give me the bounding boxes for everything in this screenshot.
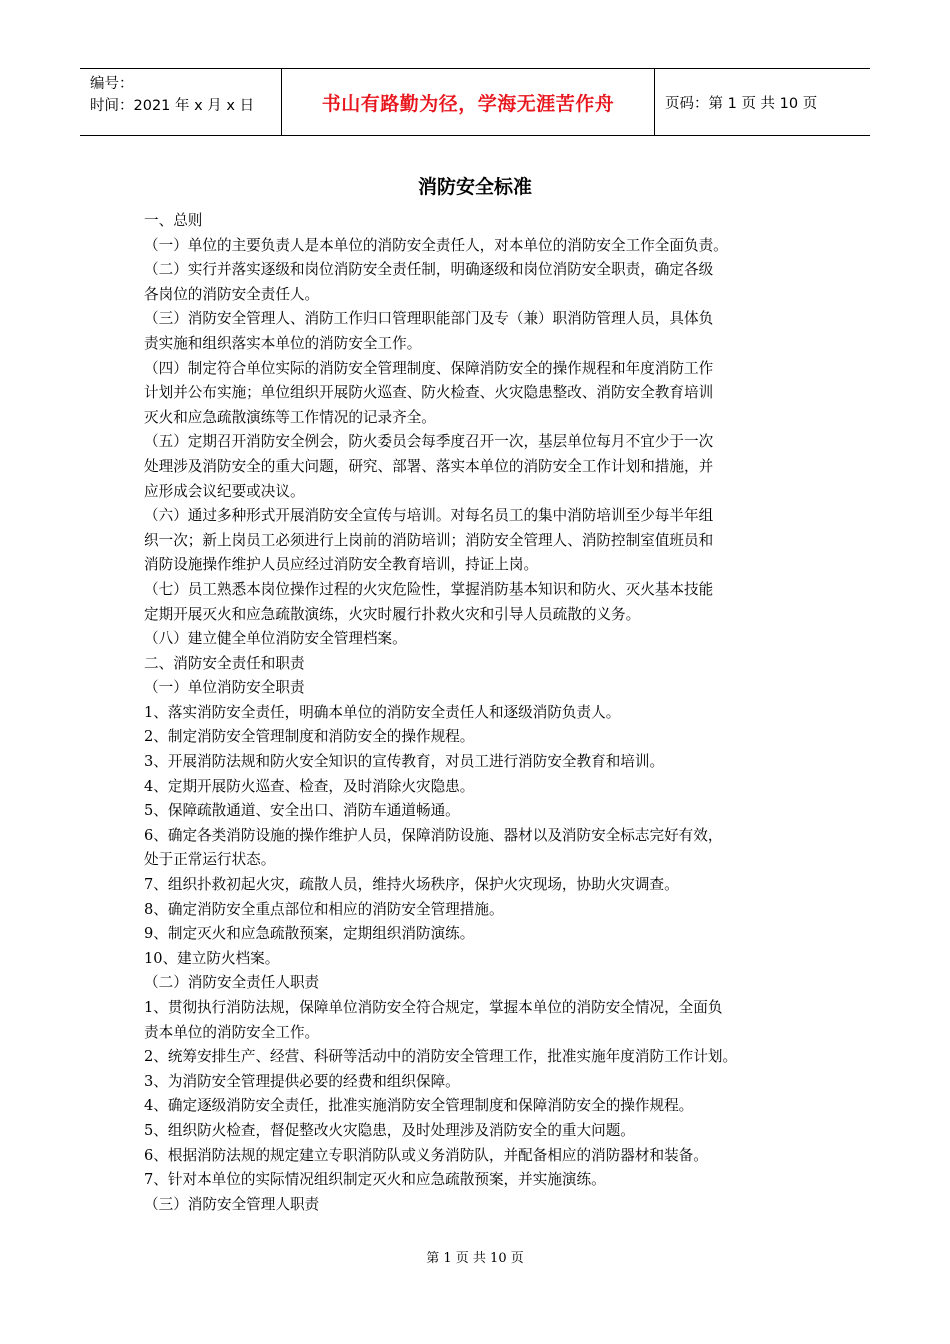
text-line: 7、组织扑救初起火灾，疏散人员，维持火场秩序，保护火灾现场，协助火灾调查。 bbox=[144, 876, 679, 894]
document-body bbox=[144, 209, 834, 1217]
text-line: （三）消防安全管理人职责 bbox=[144, 1195, 320, 1213]
text-line: 10、建立防火档案。 bbox=[144, 949, 280, 967]
document-number-label: 编号： bbox=[90, 76, 134, 92]
text-line: （三）消防安全管理人、消防工作归口管理职能部门及专（兼）职消防管理人员，具体负 bbox=[144, 310, 714, 328]
text-line: 二、消防安全责任和职责 bbox=[144, 654, 305, 672]
text-line: 应形成会议纪要或决议。 bbox=[144, 482, 305, 500]
text-line: 1、贯彻执行消防法规，保障单位消防安全符合规定，掌握本单位的消防安全情况，全面负 bbox=[144, 999, 723, 1016]
text-line: （一）单位消防安全职责 bbox=[144, 679, 305, 697]
text-line: 3、开展消防法规和防火安全知识的宣传教育，对员工进行消防安全教育和培训。 bbox=[144, 753, 665, 771]
text-line: 织一次；新上岗员工必须进行上岗前的消防培训；消防安全管理人、消防控制室值班员和 bbox=[144, 531, 714, 549]
text-line: 5、组织防火检查，督促整改火灾隐患，及时处理涉及消防安全的重大问题。 bbox=[144, 1121, 635, 1139]
text-line: 6、根据消防法规的规定建立专职消防队或义务消防队，并配备相应的消防器材和装备。 bbox=[144, 1146, 708, 1164]
text-line: （六）通过多种形式开展消防安全宣传与培训。对每名员工的集中消防培训至少每半年组 bbox=[144, 507, 714, 525]
text-line: 3、为消防安全管理提供必要的经费和组织保障。 bbox=[144, 1072, 460, 1090]
text-line: 处理涉及消防安全的重大问题，研究、部署、落实本单位的消防安全工作计划和措施，并 bbox=[144, 457, 714, 475]
text-line: 6、确定各类消防设施的操作维护人员，保障消防设施、器材以及消防安全标志完好有效， bbox=[144, 826, 723, 844]
header-meta-cell bbox=[80, 69, 281, 135]
text-line: （二）消防安全责任人职责 bbox=[144, 974, 320, 992]
text-line: 2、制定消防安全管理制度和消防安全的操作规程。 bbox=[144, 728, 475, 746]
text-line: 8、确定消防安全重点部位和相应的消防安全管理措施。 bbox=[144, 900, 504, 918]
header-table bbox=[80, 68, 870, 136]
text-line: 4、确定逐级消防安全责任，批准实施消防安全管理制度和保障消防安全的操作规程。 bbox=[144, 1097, 694, 1115]
text-line: 各岗位的消防安全责任人。 bbox=[144, 285, 320, 303]
page-footer: 第 1 页 共 10 页 bbox=[426, 1251, 524, 1266]
text-line: （五）定期召开消防安全例会，防火委员会每季度召开一次，基层单位每月不宜少于一次 bbox=[144, 433, 714, 451]
header-motto: 书山有路勤为径，学海无涯苦作舟 bbox=[321, 92, 615, 115]
text-line: 2、统筹安排生产、经营、科研等活动中的消防安全管理工作，批准实施年度消防工作计划。 bbox=[144, 1048, 738, 1066]
text-line: （四）制定符合单位实际的消防安全管理制度、保障消防安全的操作规程和年度消防工作 bbox=[144, 359, 714, 377]
header-motto-cell bbox=[281, 69, 655, 135]
text-line: 5、保障疏散通道、安全出口、消防车通道畅通。 bbox=[144, 802, 460, 820]
text-line: 消防设施操作维护人员应经过消防安全教育培训，持证上岗。 bbox=[144, 556, 539, 574]
text-line: 灭火和应急疏散演练等工作情况的记录齐全。 bbox=[144, 408, 436, 426]
text-line: （八）建立健全单位消防安全管理档案。 bbox=[144, 630, 407, 648]
text-line: （二）实行并落实逐级和岗位消防安全责任制，明确逐级和岗位消防安全职责，确定各级 bbox=[144, 261, 714, 279]
text-line: 7、针对本单位的实际情况组织制定灭火和应急疏散预案，并实施演练。 bbox=[144, 1171, 606, 1189]
text-line: （七）员工熟悉本岗位操作过程的火灾危险性，掌握消防基本知识和防火、灭火基本技能 bbox=[144, 580, 714, 598]
text-line: 4、定期开展防火巡查、检查，及时消除火灾隐患。 bbox=[144, 777, 475, 795]
text-line: 计划并公布实施；单位组织开展防火巡查、防火检查、火灾隐患整改、消防安全教育培训 bbox=[144, 384, 714, 402]
text-line: （一）单位的主要负责人是本单位的消防安全责任人，对本单位的消防安全工作全面负责。 bbox=[144, 236, 728, 254]
text-line: 一、总则 bbox=[144, 212, 203, 229]
text-line: 定期开展灭火和应急疏散演练，火灾时履行扑救火灾和引导人员疏散的义务。 bbox=[144, 605, 641, 623]
text-line: 责本单位的消防安全工作。 bbox=[144, 1023, 320, 1041]
document-title: 消防安全标准 bbox=[417, 176, 532, 198]
text-line: 责实施和组织落实本单位的消防安全工作。 bbox=[144, 334, 422, 352]
header-page-cell bbox=[655, 69, 870, 135]
text-line: 9、制定灭火和应急疏散预案，定期组织消防演练。 bbox=[144, 925, 475, 943]
header-page-info: 页码：第 1 页 共 10 页 bbox=[665, 95, 818, 112]
text-line: 处于正常运行状态。 bbox=[144, 851, 276, 869]
document-date-label: 时间：2021 年 x 月 x 日 bbox=[90, 98, 255, 114]
text-line: 1、落实消防安全责任，明确本单位的消防安全责任人和逐级消防负责人。 bbox=[144, 703, 621, 721]
